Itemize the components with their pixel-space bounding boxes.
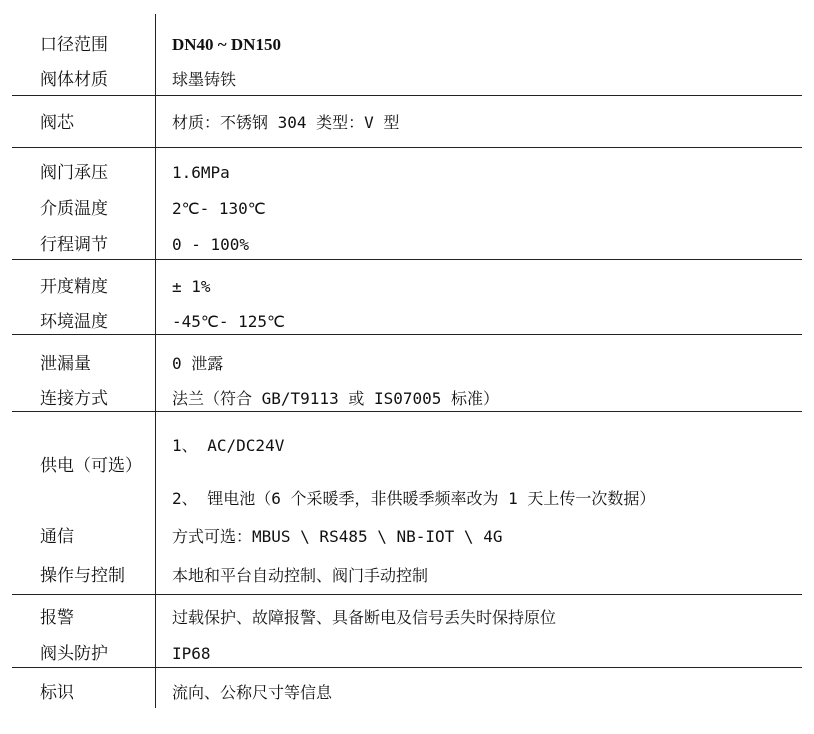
row-value: 2℃- 130℃ [172,199,266,218]
row-label: 泄漏量 [40,354,91,374]
row-label: 报警 [40,608,74,628]
row-label: 开度精度 [40,277,108,297]
row-value: 0 泄露 [172,354,224,373]
row-divider [12,594,802,595]
row-label: 阀门承压 [40,163,108,183]
row-label: 行程调节 [40,235,108,255]
row-divider [12,95,802,96]
row-value: 材质：不锈钢 304 类型：V 型 [172,113,400,132]
row-label: 连接方式 [40,389,108,409]
row-value-2: 2、 锂电池（6 个采暖季，非供暖季频率改为 1 天上传一次数据） [172,489,656,508]
row-label: 通信 [40,527,74,547]
row-label: 口径范围 [40,35,108,55]
row-value: 方式可选：MBUS \ RS485 \ NB-IOT \ 4G [172,527,503,546]
row-label: 阀芯 [40,113,74,133]
row-label: 介质温度 [40,199,108,219]
row-value: IP68 [172,644,211,663]
row-divider [12,667,802,668]
row-label: 供电（可选） [40,456,142,476]
column-divider [155,14,156,708]
row-value: 球墨铸铁 [172,70,237,89]
row-label: 操作与控制 [40,566,125,586]
row-value: DN40 ~ DN150 [172,35,281,54]
row-value: 1.6MPa [172,163,230,182]
row-divider [12,147,802,148]
row-value: ± 1% [172,277,211,296]
row-label: 阀头防护 [40,644,108,664]
row-value: 0 - 100% [172,235,250,254]
row-label: 标识 [40,683,74,703]
row-label: 环境温度 [40,312,108,332]
row-value: 流向、公称尺寸等信息 [172,683,333,702]
row-divider [12,411,802,412]
row-value: 本地和平台自动控制、阀门手动控制 [172,566,429,585]
row-value: 1、 AC/DC24V [172,436,285,455]
row-value: 法兰（符合 GB/T9113 或 IS07005 标准） [172,389,500,408]
row-value: -45℃- 125℃ [172,312,285,331]
row-label: 阀体材质 [40,70,108,90]
row-divider [12,259,802,260]
row-divider [12,334,802,335]
row-value: 过载保护、故障报警、具备断电及信号丢失时保持原位 [172,608,557,627]
